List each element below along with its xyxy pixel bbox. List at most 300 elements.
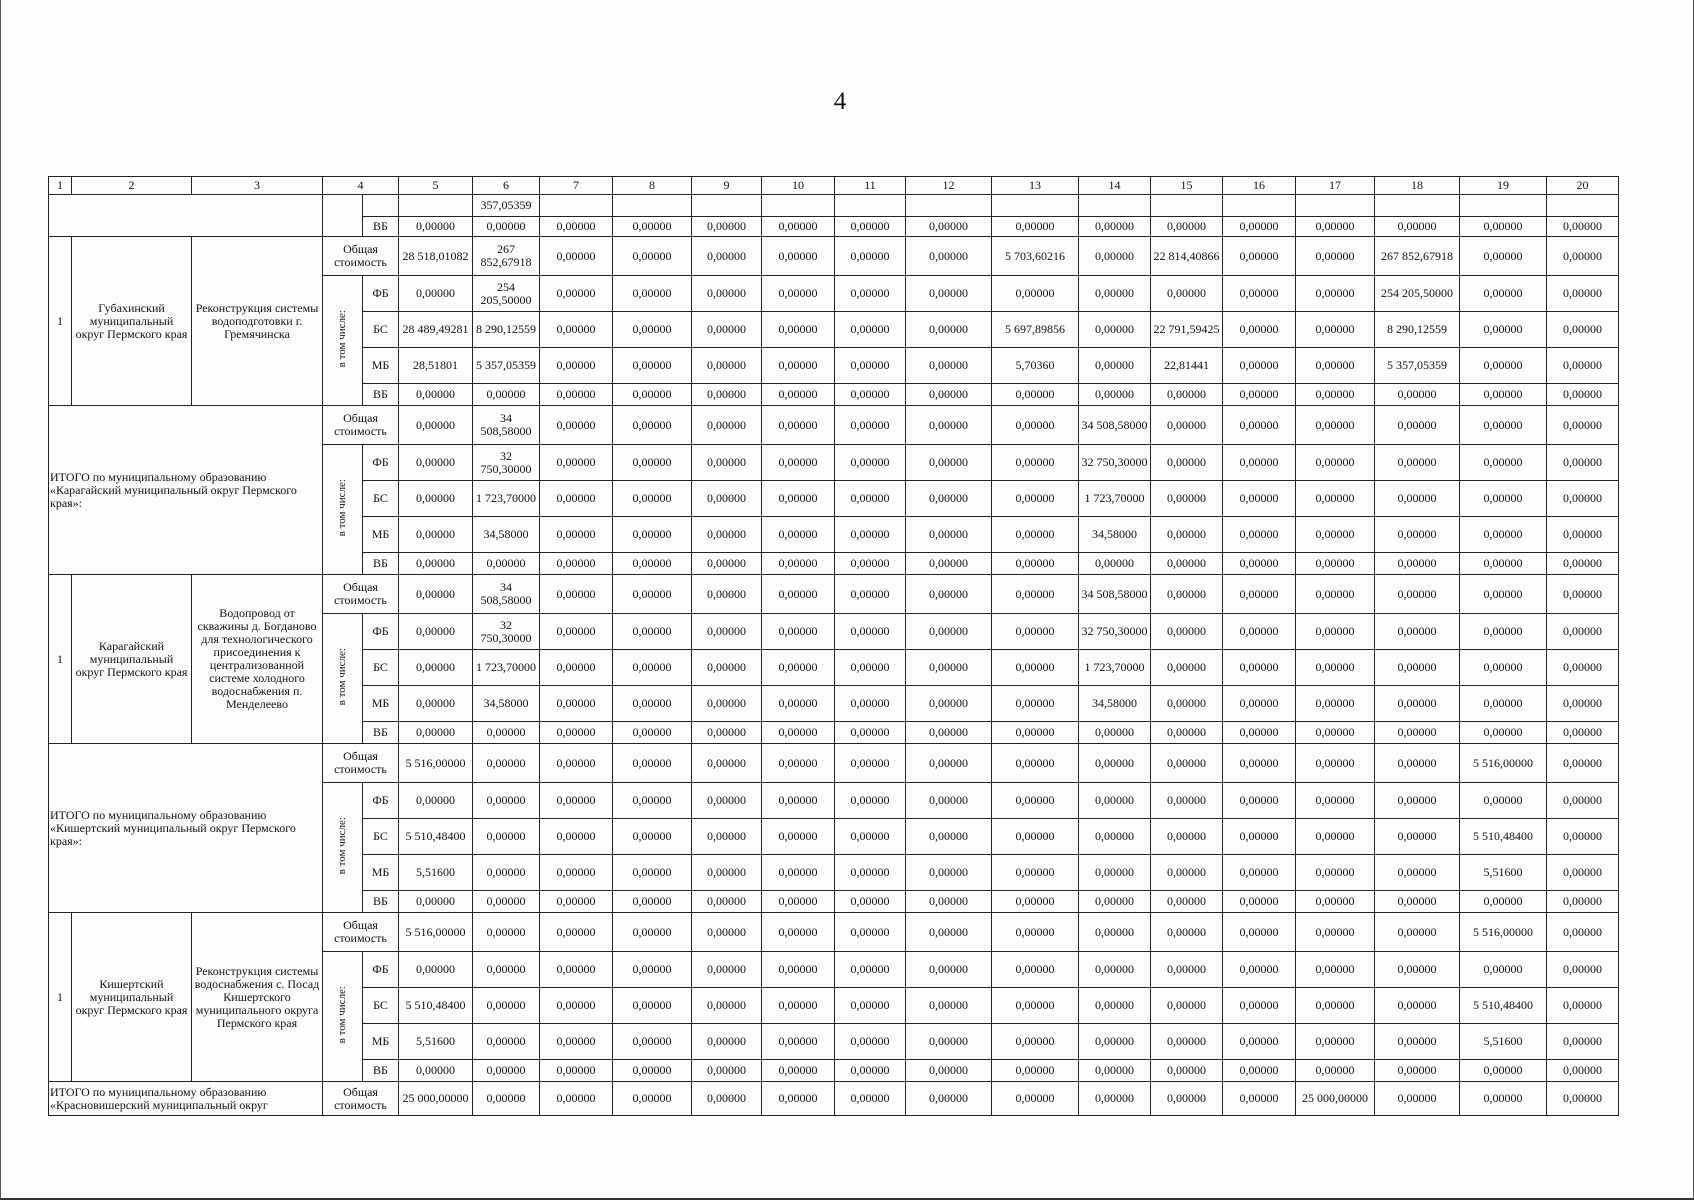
value-cell: 0,00000 <box>1547 722 1619 744</box>
value-cell: 0,00000 <box>1547 276 1619 312</box>
value-cell: 0,00000 <box>992 819 1079 855</box>
value-cell: 0,00000 <box>399 276 473 312</box>
value-cell: 0,00000 <box>1296 384 1375 406</box>
value-cell: 0,00000 <box>1151 1082 1223 1116</box>
value-cell: 0,00000 <box>762 312 835 348</box>
value-cell: 0,00000 <box>906 855 992 891</box>
including-label <box>323 783 363 913</box>
value-cell: 0,00000 <box>1296 650 1375 686</box>
fund-label: ФБ <box>363 783 399 819</box>
value-cell: 0,00000 <box>835 1082 906 1116</box>
total-cost-label: Общая стоимость <box>323 913 399 952</box>
value-cell: 0,00000 <box>692 575 762 614</box>
total-cost-label: Общая стоимость <box>323 744 399 783</box>
value-cell: 1 723,70000 <box>1079 481 1151 517</box>
value-cell: 0,00000 <box>692 650 762 686</box>
including-label <box>323 445 363 575</box>
column-header: 12 <box>906 177 992 195</box>
column-header: 16 <box>1223 177 1296 195</box>
value-cell: 254 205,50000 <box>473 276 540 312</box>
column-header: 14 <box>1079 177 1151 195</box>
fund-label: ВБ <box>363 722 399 744</box>
value-cell: 267 852,67918 <box>1375 237 1460 276</box>
municipality-name: Губахинский муниципальный округ Пермского края <box>72 237 192 406</box>
fund-label: ФБ <box>363 614 399 650</box>
value-cell: 0,00000 <box>473 855 540 891</box>
value-cell: 0,00000 <box>1547 783 1619 819</box>
value-cell: 0,00000 <box>992 650 1079 686</box>
value-cell: 0,00000 <box>1296 312 1375 348</box>
value-cell: 0,00000 <box>473 1082 540 1116</box>
value-cell: 28 518,01082 <box>399 237 473 276</box>
value-cell: 0,00000 <box>835 988 906 1024</box>
value-cell: 0,00000 <box>613 445 692 481</box>
value-cell: 0,00000 <box>906 575 992 614</box>
value-cell: 0,00000 <box>1223 722 1296 744</box>
value-cell: 0,00000 <box>1460 553 1547 575</box>
value-cell: 0,00000 <box>1151 855 1223 891</box>
column-header: 18 <box>1375 177 1460 195</box>
value-cell: 0,00000 <box>1375 614 1460 650</box>
value-cell: 0,00000 <box>835 575 906 614</box>
value-cell: 0,00000 <box>992 1024 1079 1060</box>
value-cell: 254 205,50000 <box>1375 276 1460 312</box>
value-cell: 5,51600 <box>399 855 473 891</box>
value-cell: 0,00000 <box>1460 384 1547 406</box>
value-cell: 0,00000 <box>692 614 762 650</box>
value-cell: 0,00000 <box>906 891 992 913</box>
value-cell: 0,00000 <box>835 722 906 744</box>
value-cell: 0,00000 <box>399 575 473 614</box>
municipality-name: Кишертский муниципальный округ Пермского края <box>72 913 192 1082</box>
value-cell: 0,00000 <box>835 553 906 575</box>
value-cell: 0,00000 <box>1079 1082 1151 1116</box>
value-cell: 0,00000 <box>835 348 906 384</box>
value-cell: 0,00000 <box>906 312 992 348</box>
value-cell: 0,00000 <box>1547 819 1619 855</box>
value-cell: 0,00000 <box>540 312 613 348</box>
value-cell: 0,00000 <box>1296 348 1375 384</box>
value-cell: 0,00000 <box>835 913 906 952</box>
value-cell: 0,00000 <box>540 891 613 913</box>
column-header: 5 <box>399 177 473 195</box>
value-cell: 0,00000 <box>540 1024 613 1060</box>
value-cell: 0,00000 <box>835 406 906 445</box>
object-name: Реконструкция системы водоснабжения с. Посад Кишертского муниципального округа Пермского края <box>192 913 323 1082</box>
value-cell: 0,00000 <box>613 553 692 575</box>
value-cell <box>992 195 1079 217</box>
value-cell: 0,00000 <box>992 891 1079 913</box>
value-cell: 0,00000 <box>1151 1060 1223 1082</box>
value-cell: 0,00000 <box>1547 855 1619 891</box>
value-cell: 0,00000 <box>1151 913 1223 952</box>
value-cell: 0,00000 <box>1079 744 1151 783</box>
value-cell: 0,00000 <box>1296 686 1375 722</box>
value-cell: 0,00000 <box>762 217 835 237</box>
value-cell: 0,00000 <box>399 406 473 445</box>
value-cell: 0,00000 <box>613 237 692 276</box>
value-cell: 0,00000 <box>1079 553 1151 575</box>
value-cell: 0,00000 <box>906 237 992 276</box>
value-cell: 0,00000 <box>613 481 692 517</box>
value-cell: 0,00000 <box>613 575 692 614</box>
total-cost-label: Общая стоимость <box>323 406 399 445</box>
value-cell: 0,00000 <box>540 517 613 553</box>
value-cell: 0,00000 <box>1460 686 1547 722</box>
value-cell: 0,00000 <box>992 406 1079 445</box>
value-cell: 0,00000 <box>1460 952 1547 988</box>
value-cell: 0,00000 <box>613 952 692 988</box>
value-cell: 5 510,48400 <box>1460 988 1547 1024</box>
value-cell: 0,00000 <box>906 445 992 481</box>
value-cell: 0,00000 <box>1375 650 1460 686</box>
header-row <box>49 177 1694 195</box>
value-cell: 0,00000 <box>835 614 906 650</box>
value-cell: 0,00000 <box>613 686 692 722</box>
value-cell: 0,00000 <box>992 1060 1079 1082</box>
value-cell: 0,00000 <box>906 384 992 406</box>
value-cell: 0,00000 <box>692 819 762 855</box>
value-cell: 0,00000 <box>473 1024 540 1060</box>
value-cell: 0,00000 <box>1375 517 1460 553</box>
including-text: в том числе: <box>336 986 348 1044</box>
value-cell: 0,00000 <box>762 406 835 445</box>
value-cell: 0,00000 <box>613 406 692 445</box>
value-cell: 0,00000 <box>762 445 835 481</box>
value-cell: 0,00000 <box>1223 575 1296 614</box>
value-cell: 0,00000 <box>1079 1024 1151 1060</box>
value-cell: 0,00000 <box>1296 614 1375 650</box>
value-cell: 0,00000 <box>1151 819 1223 855</box>
value-cell: 0,00000 <box>540 217 613 237</box>
value-cell <box>835 195 906 217</box>
column-header: 7 <box>540 177 613 195</box>
value-cell: 0,00000 <box>762 237 835 276</box>
value-cell: 0,00000 <box>1223 517 1296 553</box>
value-cell: 1 723,70000 <box>1079 650 1151 686</box>
value-cell: 0,00000 <box>399 517 473 553</box>
value-cell: 0,00000 <box>1296 217 1375 237</box>
value-cell: 0,00000 <box>1547 1060 1619 1082</box>
fund-label: ФБ <box>363 952 399 988</box>
value-cell: 0,00000 <box>1547 891 1619 913</box>
value-cell: 0,00000 <box>1151 744 1223 783</box>
value-cell: 0,00000 <box>992 481 1079 517</box>
including-text: в том числе: <box>336 310 348 368</box>
value-cell: 1 723,70000 <box>473 650 540 686</box>
table-row <box>49 237 1694 276</box>
value-cell: 0,00000 <box>992 686 1079 722</box>
value-cell: 0,00000 <box>692 783 762 819</box>
value-cell: 0,00000 <box>1547 217 1619 237</box>
value-cell: 0,00000 <box>540 406 613 445</box>
value-cell: 0,00000 <box>613 1024 692 1060</box>
value-cell: 0,00000 <box>1547 1024 1619 1060</box>
value-cell: 22 814,40866 <box>1151 237 1223 276</box>
table-row <box>49 406 1694 445</box>
value-cell: 0,00000 <box>692 481 762 517</box>
value-cell: 0,00000 <box>1223 1024 1296 1060</box>
value-cell: 0,00000 <box>1296 783 1375 819</box>
value-cell: 34 508,58000 <box>473 575 540 614</box>
value-cell: 0,00000 <box>1223 217 1296 237</box>
value-cell: 0,00000 <box>762 650 835 686</box>
value-cell: 0,00000 <box>992 276 1079 312</box>
value-cell: 0,00000 <box>762 575 835 614</box>
value-cell: 32 750,30000 <box>1079 614 1151 650</box>
value-cell: 0,00000 <box>835 445 906 481</box>
value-cell: 0,00000 <box>1151 988 1223 1024</box>
value-cell: 0,00000 <box>473 1060 540 1082</box>
value-cell: 0,00000 <box>1460 614 1547 650</box>
value-cell: 0,00000 <box>473 819 540 855</box>
value-cell <box>540 195 613 217</box>
value-cell: 0,00000 <box>762 744 835 783</box>
value-cell: 0,00000 <box>762 913 835 952</box>
table-row <box>49 913 1694 952</box>
value-cell: 0,00000 <box>692 348 762 384</box>
itogo-title: ИТОГО по муниципальному образованию «Красновишерский муниципальный округ <box>49 1082 323 1116</box>
value-cell: 0,00000 <box>399 217 473 237</box>
fund-label: ФБ <box>363 445 399 481</box>
value-cell: 32 750,30000 <box>1079 445 1151 481</box>
value-cell: 5 357,05359 <box>473 348 540 384</box>
value-cell: 0,00000 <box>1460 406 1547 445</box>
value-cell: 0,00000 <box>613 650 692 686</box>
value-cell: 8 290,12559 <box>473 312 540 348</box>
value-cell: 0,00000 <box>1547 1082 1619 1116</box>
fund-label: МБ <box>363 517 399 553</box>
value-cell: 0,00000 <box>835 891 906 913</box>
total-cost-label: Общая стоимость <box>323 237 399 276</box>
value-cell: 0,00000 <box>473 722 540 744</box>
value-cell: 0,00000 <box>613 384 692 406</box>
column-header: 20 <box>1547 177 1619 195</box>
value-cell: 0,00000 <box>1375 575 1460 614</box>
value-cell: 0,00000 <box>473 384 540 406</box>
value-cell: 0,00000 <box>1296 237 1375 276</box>
value-cell: 0,00000 <box>473 553 540 575</box>
value-cell: 0,00000 <box>1223 952 1296 988</box>
column-header: 15 <box>1151 177 1223 195</box>
value-cell: 0,00000 <box>1375 744 1460 783</box>
value-cell: 0,00000 <box>1547 237 1619 276</box>
value-cell: 0,00000 <box>835 384 906 406</box>
including-label <box>323 614 363 744</box>
value-cell: 0,00000 <box>1547 517 1619 553</box>
value-cell: 0,00000 <box>762 481 835 517</box>
value-cell: 0,00000 <box>613 783 692 819</box>
row-number: 1 <box>49 913 72 1082</box>
value-cell: 0,00000 <box>835 276 906 312</box>
value-cell: 0,00000 <box>613 891 692 913</box>
value-cell: 0,00000 <box>1460 348 1547 384</box>
value-cell: 267 852,67918 <box>473 237 540 276</box>
value-cell: 0,00000 <box>692 855 762 891</box>
value-cell: 0,00000 <box>762 553 835 575</box>
value-cell: 0,00000 <box>1223 237 1296 276</box>
value-cell: 0,00000 <box>992 553 1079 575</box>
value-cell: 0,00000 <box>1223 783 1296 819</box>
value-cell: 0,00000 <box>399 952 473 988</box>
value-cell: 0,00000 <box>1151 650 1223 686</box>
value-cell: 0,00000 <box>835 481 906 517</box>
value-cell: 0,00000 <box>1296 988 1375 1024</box>
value-cell: 34 508,58000 <box>1079 406 1151 445</box>
total-cost-label: Общая стоимость <box>323 1082 399 1116</box>
value-cell: 0,00000 <box>399 722 473 744</box>
value-cell: 0,00000 <box>1547 384 1619 406</box>
value-cell: 0,00000 <box>762 348 835 384</box>
value-cell: 0,00000 <box>1079 855 1151 891</box>
value-cell: 0,00000 <box>1079 1060 1151 1082</box>
value-cell: 0,00000 <box>1375 819 1460 855</box>
value-cell: 0,00000 <box>1460 276 1547 312</box>
value-cell: 0,00000 <box>1223 891 1296 913</box>
value-cell: 0,00000 <box>540 575 613 614</box>
object-name: Водопровод от скважины д. Богданово для технологического присоединения к централизованной системе холодного водоснабжения п. Менделеево <box>192 575 323 744</box>
value-cell: 0,00000 <box>906 553 992 575</box>
value-cell: 0,00000 <box>613 913 692 952</box>
value-cell: 0,00000 <box>1223 481 1296 517</box>
value-cell: 0,00000 <box>540 650 613 686</box>
value-cell: 0,00000 <box>1079 384 1151 406</box>
value-cell: 0,00000 <box>399 891 473 913</box>
value-cell: 34,58000 <box>1079 686 1151 722</box>
value-cell: 0,00000 <box>906 783 992 819</box>
value-cell: 0,00000 <box>906 913 992 952</box>
object-name: Реконструкция системы водоподготовки г. Гремячинска <box>192 237 323 406</box>
value-cell: 0,00000 <box>692 744 762 783</box>
value-cell: 0,00000 <box>1460 1060 1547 1082</box>
value-cell: 0,00000 <box>1223 553 1296 575</box>
value-cell: 0,00000 <box>540 237 613 276</box>
value-cell: 0,00000 <box>1296 744 1375 783</box>
value-cell: 0,00000 <box>1223 312 1296 348</box>
value-cell: 28 489,49281 <box>399 312 473 348</box>
value-cell: 0,00000 <box>1460 783 1547 819</box>
value-cell: 0,00000 <box>835 855 906 891</box>
value-cell: 0,00000 <box>1547 988 1619 1024</box>
value-cell: 0,00000 <box>692 913 762 952</box>
value-cell: 0,00000 <box>613 348 692 384</box>
value-cell: 0,00000 <box>835 237 906 276</box>
value-cell: 0,00000 <box>1079 312 1151 348</box>
value-cell: 0,00000 <box>1375 553 1460 575</box>
value-cell: 0,00000 <box>992 614 1079 650</box>
value-cell: 0,00000 <box>1460 891 1547 913</box>
value-cell: 0,00000 <box>1151 686 1223 722</box>
value-cell: 0,00000 <box>906 744 992 783</box>
including-text: в том числе: <box>336 648 348 706</box>
fund-label: БС <box>363 988 399 1024</box>
value-cell: 0,00000 <box>1079 217 1151 237</box>
value-cell: 0,00000 <box>540 783 613 819</box>
value-cell: 0,00000 <box>1296 1024 1375 1060</box>
value-cell: 0,00000 <box>473 891 540 913</box>
value-cell: 0,00000 <box>762 1082 835 1116</box>
value-cell: 5 697,89856 <box>992 312 1079 348</box>
fund-label: МБ <box>363 348 399 384</box>
value-cell: 0,00000 <box>1151 445 1223 481</box>
value-cell: 0,00000 <box>1375 217 1460 237</box>
value-cell: 0,00000 <box>1151 553 1223 575</box>
empty-cell <box>363 195 399 217</box>
value-cell: 0,00000 <box>762 891 835 913</box>
value-cell: 28,51801 <box>399 348 473 384</box>
value-cell <box>1296 195 1375 217</box>
fund-label: ВБ <box>363 1060 399 1082</box>
value-cell: 0,00000 <box>906 348 992 384</box>
value-cell: 0,00000 <box>1223 686 1296 722</box>
value-cell: 0,00000 <box>692 1082 762 1116</box>
value-cell: 0,00000 <box>540 348 613 384</box>
fund-label: БС <box>363 650 399 686</box>
value-cell <box>1375 195 1460 217</box>
value-cell: 0,00000 <box>1296 406 1375 445</box>
value-cell: 0,00000 <box>762 783 835 819</box>
value-cell: 0,00000 <box>1151 1024 1223 1060</box>
value-cell: 0,00000 <box>762 988 835 1024</box>
value-cell: 0,00000 <box>992 783 1079 819</box>
value-cell: 1 723,70000 <box>473 481 540 517</box>
value-cell: 0,00000 <box>1296 913 1375 952</box>
value-cell: 0,00000 <box>1223 445 1296 481</box>
value-cell: 0,00000 <box>1375 952 1460 988</box>
value-cell: 0,00000 <box>1460 217 1547 237</box>
value-cell: 0,00000 <box>1460 517 1547 553</box>
value-cell: 0,00000 <box>1079 722 1151 744</box>
value-cell: 0,00000 <box>1296 819 1375 855</box>
column-header: 9 <box>692 177 762 195</box>
empty-cell <box>323 195 363 237</box>
value-cell: 0,00000 <box>1151 217 1223 237</box>
value-cell: 0,00000 <box>1223 913 1296 952</box>
fund-label: ВБ <box>363 891 399 913</box>
value-cell: 0,00000 <box>762 276 835 312</box>
value-cell: 0,00000 <box>906 952 992 988</box>
value-cell: 0,00000 <box>540 819 613 855</box>
value-cell: 0,00000 <box>1375 1082 1460 1116</box>
value-cell: 0,00000 <box>1079 276 1151 312</box>
value-cell: 0,00000 <box>692 553 762 575</box>
value-cell: 8 290,12559 <box>1375 312 1460 348</box>
fund-label: МБ <box>363 686 399 722</box>
value-cell: 0,00000 <box>692 952 762 988</box>
column-header: 13 <box>992 177 1079 195</box>
value-cell: 0,00000 <box>473 952 540 988</box>
table-row <box>49 1082 1694 1116</box>
value-cell: 0,00000 <box>1375 855 1460 891</box>
value-cell: 34,58000 <box>1079 517 1151 553</box>
value-cell: 0,00000 <box>1460 312 1547 348</box>
value-cell: 0,00000 <box>399 445 473 481</box>
fund-label: МБ <box>363 1024 399 1060</box>
value-cell: 0,00000 <box>1223 276 1296 312</box>
page-number: 4 <box>833 88 847 115</box>
value-cell: 5 516,00000 <box>1460 744 1547 783</box>
finance-table <box>48 176 1694 1116</box>
value-cell: 0,00000 <box>613 276 692 312</box>
value-cell: 0,00000 <box>540 913 613 952</box>
value-cell: 0,00000 <box>692 1060 762 1082</box>
value-cell <box>1079 195 1151 217</box>
fund-label: ВБ <box>363 384 399 406</box>
value-cell: 0,00000 <box>1547 952 1619 988</box>
value-cell: 0,00000 <box>613 722 692 744</box>
value-cell: 0,00000 <box>692 1024 762 1060</box>
value-cell: 0,00000 <box>692 276 762 312</box>
